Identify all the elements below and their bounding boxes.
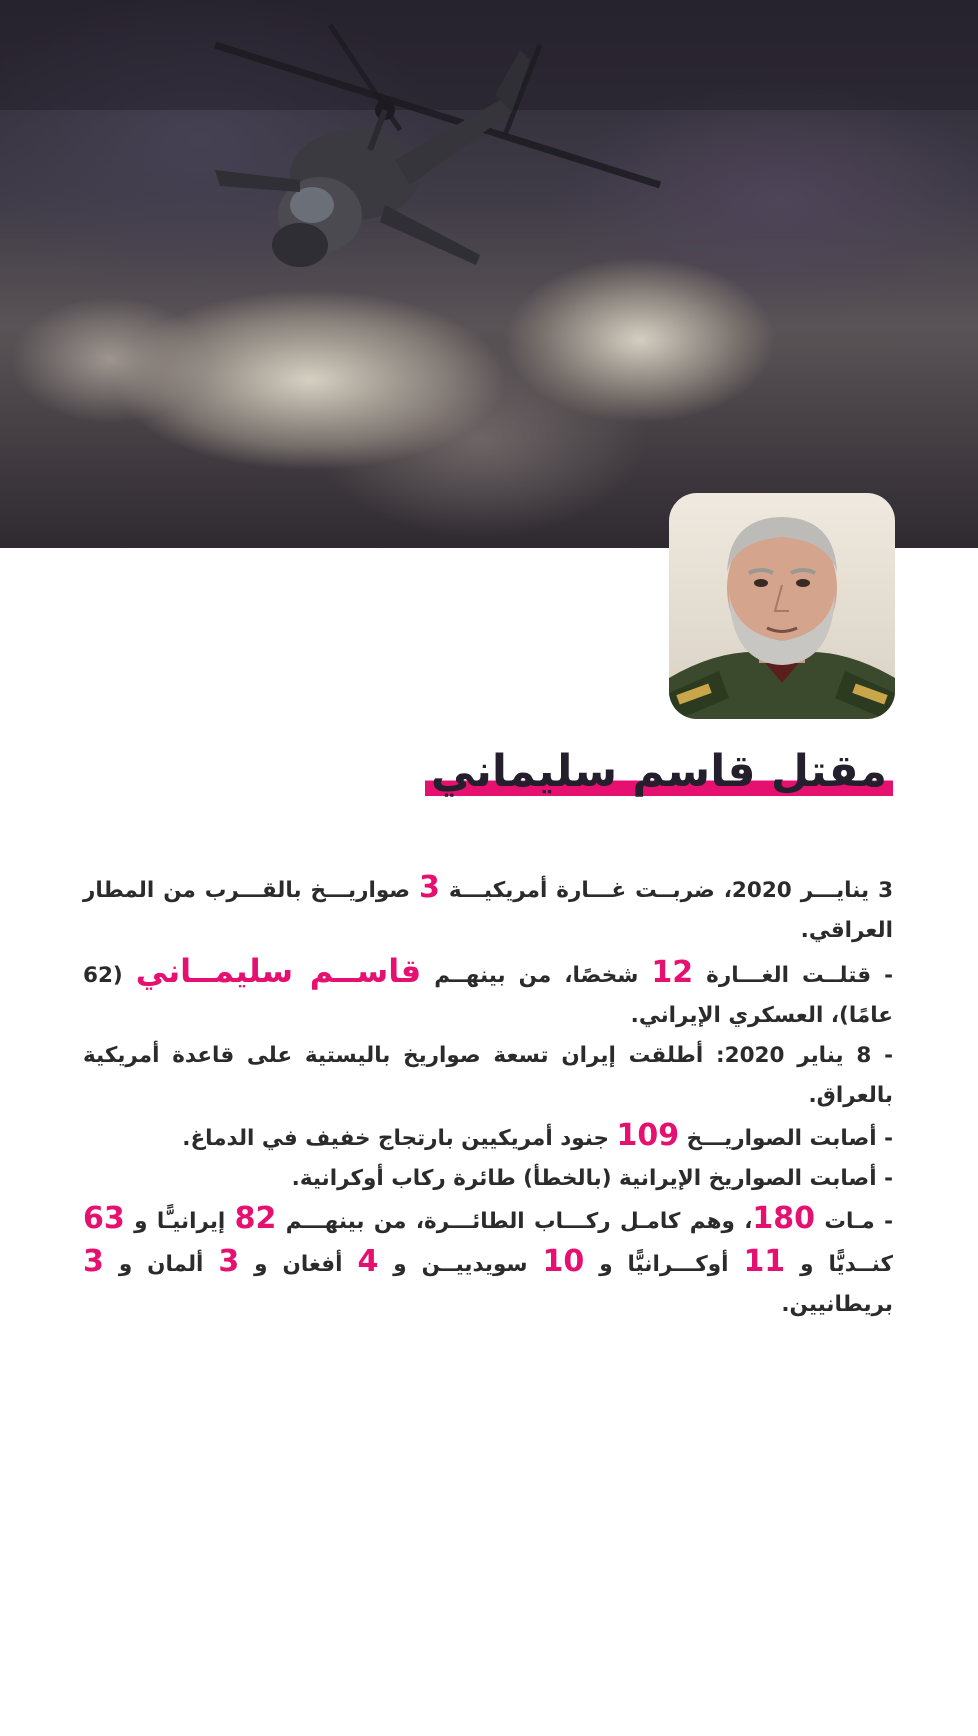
highlighted-number: 3 [83, 1244, 104, 1279]
highlighted-number: 11 [743, 1244, 786, 1279]
highlighted-number: 4 [357, 1244, 379, 1279]
text-segment: 3 ينايـــر 2020، ضربــت غـــارة أمريكيـــة [439, 878, 894, 903]
text-segment: سويدييــن و [378, 1252, 543, 1277]
paragraph [83, 868, 893, 951]
text-segment: ، وهم كامـل ركـــاب الطائـــرة، من بينهـــم [276, 1209, 753, 1234]
hero-image [0, 0, 978, 548]
highlighted-number: 63 [83, 1201, 125, 1236]
text-segment: كنــديًّا و [785, 1252, 893, 1277]
page-title: مقتل قاسم سليماني [425, 742, 893, 802]
text-segment: شخصًا، من بينهــم [421, 963, 652, 988]
highlighted-number: 3 [218, 1244, 240, 1279]
paragraph [83, 1036, 893, 1116]
text-segment: - قتلــت الغـــارة [693, 963, 894, 988]
highlighted-number: 82 [234, 1201, 277, 1236]
text-segment: جنود أمريكيين بارتجاج خفيف في الدماغ. [182, 1126, 617, 1151]
paragraph [83, 951, 893, 1036]
text-segment: - مـات [815, 1209, 894, 1234]
text-segment: - أصابت الصواريخ الإيرانية (بالخطأ) طائرة ركاب أوكرانية. [291, 1166, 893, 1191]
portrait-illustration [669, 493, 895, 719]
text-segment: - 8 يناير 2020: أطلقت إيران تسعة صواريخ باليستية على قاعدة أمريكية بالعراق. [83, 1043, 893, 1108]
highlighted-number: 12 [651, 955, 694, 990]
text-segment: بريطانيين. [781, 1292, 893, 1317]
paragraph [83, 1199, 893, 1325]
text-segment: أوكـــرانيًّا و [584, 1252, 744, 1277]
portrait-photo [669, 493, 895, 719]
helicopter-illustration [0, 0, 978, 548]
text-segment: إيرانيـًّا و [124, 1209, 235, 1234]
highlighted-number: 109 [616, 1118, 680, 1153]
text-segment: صواريـــخ بالقـــرب من المطار العراقي. [83, 878, 893, 943]
highlighted-name: قاســم سليمــاني [135, 952, 422, 990]
highlighted-number: 180 [752, 1201, 816, 1236]
highlighted-number: 10 [542, 1244, 585, 1279]
highlighted-number: 3 [419, 870, 440, 905]
text-segment: أفغان و [239, 1252, 358, 1277]
text-segment: - أصابت الصواريـــخ [679, 1126, 893, 1151]
text-segment: ألمان و [103, 1252, 219, 1277]
paragraph [83, 1159, 893, 1199]
paragraph [83, 1116, 893, 1159]
text-segment: (62 عامًا)، العسكري الإيراني. [83, 963, 893, 1028]
article-body [83, 868, 893, 1325]
